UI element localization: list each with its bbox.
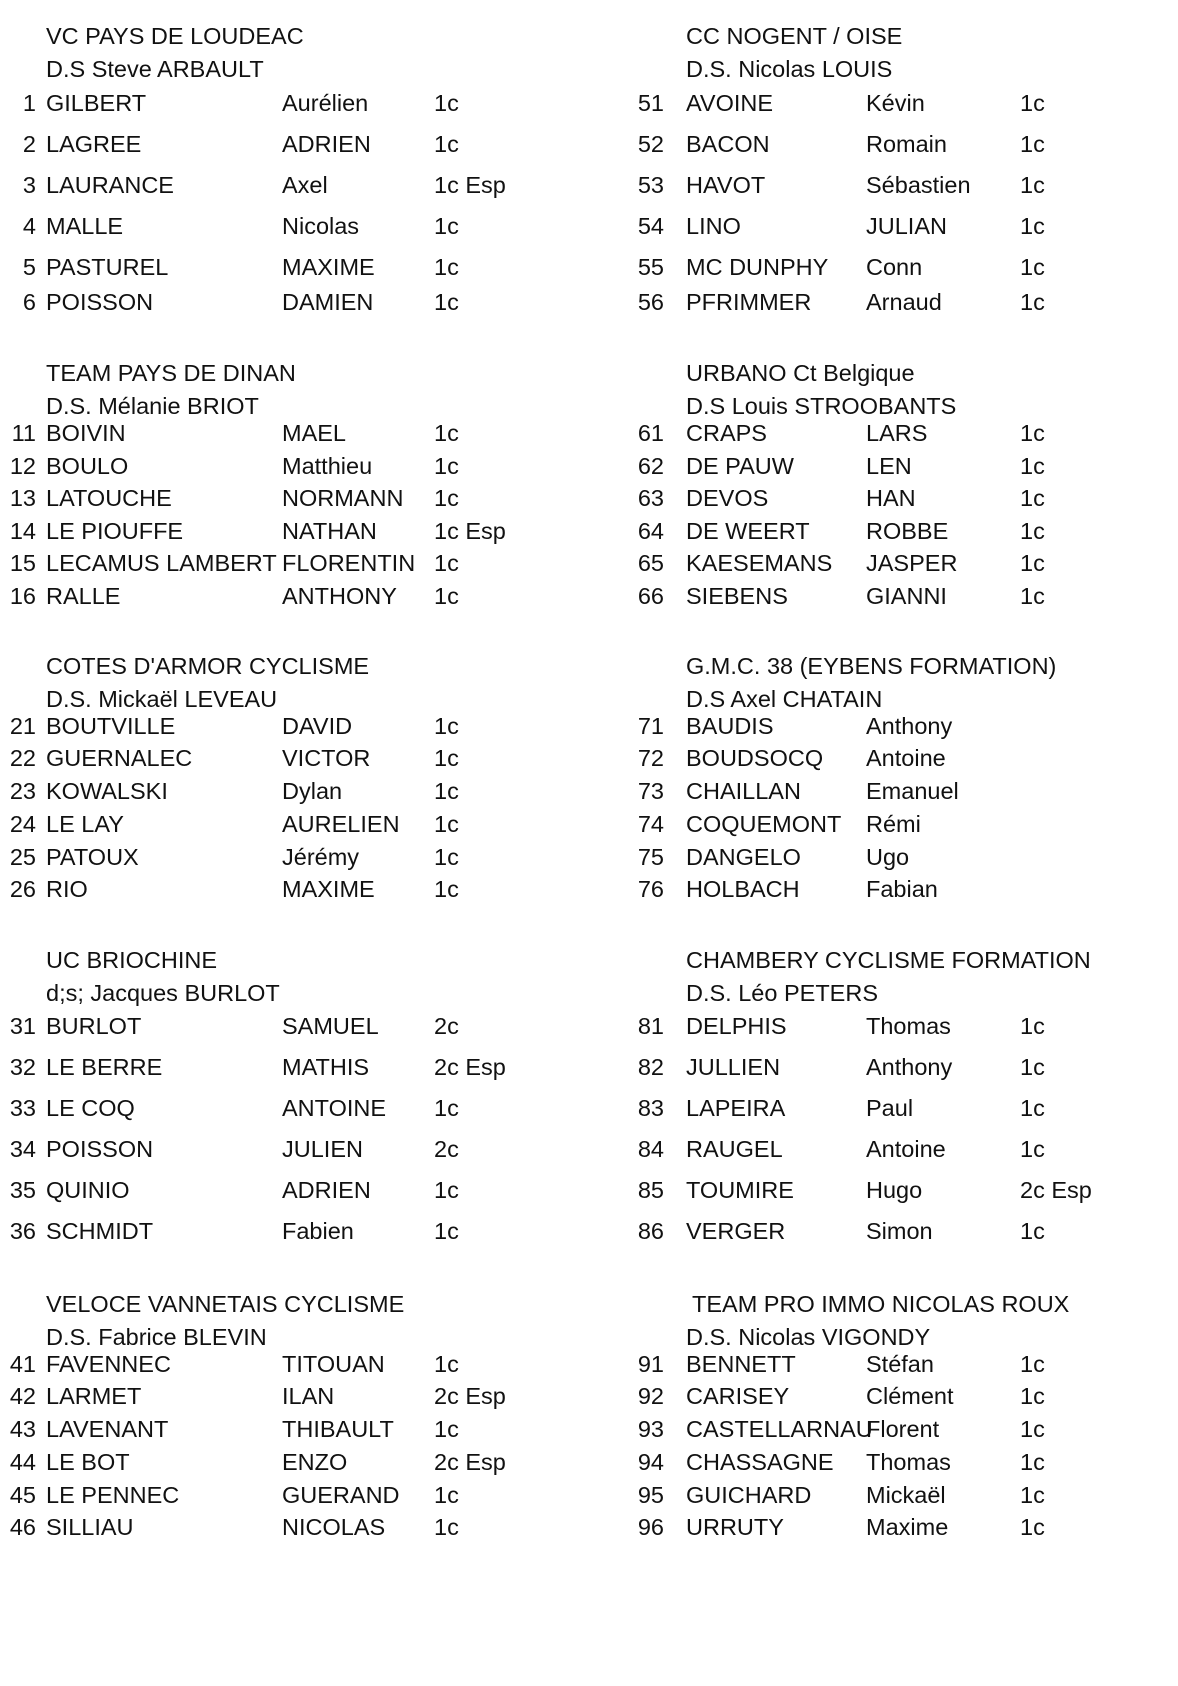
bib-number: 75	[637, 844, 664, 870]
rider-first-name: MAEL	[282, 420, 346, 446]
team-name: UC BRIOCHINE	[46, 947, 218, 973]
rider-last-name: LINO	[686, 213, 741, 239]
rider-category: 1c	[1020, 1482, 1045, 1508]
rider-last-name: GUERNALEC	[46, 745, 193, 771]
rider-category: 1c	[434, 844, 459, 870]
rider-category: 1c	[434, 90, 459, 116]
bib-number: 4	[22, 213, 36, 239]
bib-number: 64	[637, 518, 664, 544]
rider-last-name: LAURANCE	[46, 172, 174, 198]
bib-number: 92	[637, 1383, 664, 1409]
rider-last-name: DE PAUW	[686, 453, 794, 479]
sports-director: D.S. Nicolas VIGONDY	[686, 1324, 931, 1350]
sports-director: D.S Louis STROOBANTS	[686, 393, 957, 419]
rider-category: 1c	[1020, 1136, 1045, 1162]
rider-category: 2c Esp	[434, 1054, 506, 1080]
rider-last-name: CARISEY	[686, 1383, 790, 1409]
rider-last-name: BENNETT	[686, 1351, 796, 1377]
rider-category: 1c	[1020, 213, 1045, 239]
rider-last-name: POISSON	[46, 1136, 154, 1162]
rider-category: 1c	[1020, 1013, 1045, 1039]
rider-last-name: LATOUCHE	[46, 485, 172, 511]
bib-number: 31	[9, 1013, 36, 1039]
rider-category: 1c	[1020, 289, 1045, 315]
bib-number: 45	[9, 1482, 36, 1508]
rider-first-name: Hugo	[866, 1177, 923, 1203]
rider-first-name: Romain	[866, 131, 947, 157]
rider-first-name: Antoine	[866, 1136, 946, 1162]
bib-number: 33	[9, 1095, 36, 1121]
bib-number: 91	[637, 1351, 664, 1377]
bib-number: 71	[637, 713, 664, 739]
rider-first-name: JULIAN	[866, 213, 947, 239]
rider-first-name: Ugo	[866, 844, 910, 870]
rider-last-name: RAUGEL	[686, 1136, 783, 1162]
team-name: COTES D'ARMOR CYCLISME	[46, 653, 370, 679]
rider-last-name: SCHMIDT	[46, 1218, 154, 1244]
rider-category: 2c	[434, 1136, 459, 1162]
rider-last-name: BURLOT	[46, 1013, 142, 1039]
team-name: G.M.C. 38 (EYBENS FORMATION)	[686, 653, 1057, 679]
bib-number: 46	[9, 1514, 36, 1540]
rider-last-name: KOWALSKI	[46, 778, 168, 804]
rider-category: 1c	[434, 1416, 459, 1442]
rider-category: 1c	[434, 1482, 459, 1508]
bib-number: 5	[22, 254, 36, 280]
rider-last-name: HAVOT	[686, 172, 766, 198]
rider-last-name: MC DUNPHY	[686, 254, 829, 280]
bib-number: 93	[637, 1416, 664, 1442]
rider-first-name: NATHAN	[282, 518, 377, 544]
sports-director: D.S Axel CHATAIN	[686, 686, 883, 712]
bib-number: 32	[9, 1054, 36, 1080]
bib-number: 72	[637, 745, 664, 771]
bib-number: 42	[9, 1383, 36, 1409]
rider-last-name: FAVENNEC	[46, 1351, 171, 1377]
bib-number: 83	[637, 1095, 664, 1121]
rider-first-name: DAVID	[282, 713, 353, 739]
rider-last-name: CASTELLARNAU	[686, 1416, 873, 1442]
rider-category: 2c Esp	[1020, 1177, 1092, 1203]
bib-number: 63	[637, 485, 664, 511]
rider-category: 2c	[434, 1013, 459, 1039]
rider-first-name: Anthony	[866, 713, 953, 739]
bib-number: 1	[22, 90, 36, 116]
rider-category: 1c	[434, 1514, 459, 1540]
rider-category: 1c	[434, 485, 459, 511]
rider-category: 1c	[434, 254, 459, 280]
rider-last-name: LAVENANT	[46, 1416, 169, 1442]
rider-last-name: DELPHIS	[686, 1013, 787, 1039]
rider-category: 1c	[434, 745, 459, 771]
team-name: CHAMBERY CYCLISME FORMATION	[686, 947, 1091, 973]
rider-category: 1c	[434, 550, 459, 576]
rider-last-name: LECAMUS LAMBERT	[46, 550, 277, 576]
bib-number: 95	[637, 1482, 664, 1508]
rider-first-name: Emanuel	[866, 778, 959, 804]
rider-first-name: MATHIS	[282, 1054, 370, 1080]
rider-first-name: Kévin	[866, 90, 925, 116]
rider-last-name: AVOINE	[686, 90, 774, 116]
rider-category: 1c	[1020, 550, 1045, 576]
bib-number: 73	[637, 778, 664, 804]
rider-first-name: DAMIEN	[282, 289, 374, 315]
sports-director: D.S. Mickaël LEVEAU	[46, 686, 278, 712]
bib-number: 56	[637, 289, 664, 315]
rider-first-name: NICOLAS	[282, 1514, 386, 1540]
rider-category: 1c	[1020, 1514, 1045, 1540]
bib-number: 94	[637, 1449, 664, 1475]
bib-number: 53	[637, 172, 664, 198]
bib-number: 13	[9, 485, 36, 511]
bib-number: 62	[637, 453, 664, 479]
rider-first-name: JASPER	[866, 550, 958, 576]
bib-number: 84	[637, 1136, 664, 1162]
rider-first-name: JULIEN	[282, 1136, 363, 1162]
rider-last-name: BAUDIS	[686, 713, 774, 739]
rider-last-name: LAGREE	[46, 131, 142, 157]
rider-first-name: VICTOR	[282, 745, 371, 771]
rider-last-name: HOLBACH	[686, 876, 800, 902]
rider-first-name: SAMUEL	[282, 1013, 379, 1039]
rider-last-name: MALLE	[46, 213, 124, 239]
bib-number: 25	[9, 844, 36, 870]
bib-number: 6	[22, 289, 36, 315]
rider-first-name: Nicolas	[282, 213, 360, 239]
rider-last-name: BOULO	[46, 453, 129, 479]
rider-last-name: LE LAY	[46, 811, 124, 837]
rider-category: 1c	[434, 420, 459, 446]
rider-first-name: ANTOINE	[282, 1095, 387, 1121]
rider-category: 1c	[434, 1177, 459, 1203]
rider-first-name: ADRIEN	[282, 131, 371, 157]
rider-first-name: Axel	[282, 172, 328, 198]
bib-number: 35	[9, 1177, 36, 1203]
rider-last-name: POISSON	[46, 289, 154, 315]
rider-last-name: LE COQ	[46, 1095, 135, 1121]
rider-last-name: RALLE	[46, 583, 121, 609]
rider-category: 1c	[1020, 420, 1045, 446]
rider-category: 1c Esp	[434, 518, 506, 544]
bib-number: 44	[9, 1449, 36, 1475]
sports-director: D.S. Nicolas LOUIS	[686, 56, 893, 82]
rider-first-name: ANTHONY	[282, 583, 397, 609]
rider-category: 1c	[1020, 1095, 1045, 1121]
rider-category: 1c	[434, 778, 459, 804]
rider-category: 1c	[434, 876, 459, 902]
rider-first-name: Sébastien	[866, 172, 971, 198]
rider-first-name: TITOUAN	[282, 1351, 385, 1377]
rider-first-name: Stéfan	[866, 1351, 934, 1377]
bib-number: 55	[637, 254, 664, 280]
rider-first-name: ILAN	[282, 1383, 335, 1409]
sports-director: d;s; Jacques BURLOT	[46, 980, 280, 1006]
bib-number: 12	[9, 453, 36, 479]
rider-last-name: LAPEIRA	[686, 1095, 786, 1121]
rider-first-name: ADRIEN	[282, 1177, 371, 1203]
rider-last-name: RIO	[46, 876, 88, 902]
sports-director: D.S. Léo PETERS	[686, 980, 878, 1006]
rider-category: 1c	[434, 1095, 459, 1121]
rider-category: 1c	[1020, 172, 1045, 198]
rider-first-name: Aurélien	[282, 90, 369, 116]
rider-last-name: PATOUX	[46, 844, 139, 870]
rider-last-name: PASTUREL	[46, 254, 169, 280]
rider-first-name: Simon	[866, 1218, 933, 1244]
team-name: URBANO Ct Belgique	[686, 360, 915, 386]
team-name: CC NOGENT / OISE	[686, 23, 903, 49]
rider-last-name: COQUEMONT	[686, 811, 842, 837]
bib-number: 85	[637, 1177, 664, 1203]
rider-first-name: Mickaël	[866, 1482, 946, 1508]
sports-director: D.S Steve ARBAULT	[46, 56, 264, 82]
rider-first-name: Fabien	[282, 1218, 354, 1244]
rider-first-name: Arnaud	[866, 289, 942, 315]
rider-last-name: GILBERT	[46, 90, 147, 116]
rider-first-name: Matthieu	[282, 453, 373, 479]
team-name: VC PAYS DE LOUDEAC	[46, 23, 304, 49]
rider-category: 1c	[1020, 254, 1045, 280]
bib-number: 52	[637, 131, 664, 157]
rider-first-name: FLORENTIN	[282, 550, 416, 576]
bib-number: 61	[637, 420, 664, 446]
rider-last-name: QUINIO	[46, 1177, 130, 1203]
rider-first-name: ENZO	[282, 1449, 348, 1475]
bib-number: 82	[637, 1054, 664, 1080]
rider-last-name: DANGELO	[686, 844, 801, 870]
rider-first-name: LARS	[866, 420, 928, 446]
rider-category: 1c	[1020, 131, 1045, 157]
rider-category: 1c	[434, 131, 459, 157]
rider-last-name: BOIVIN	[46, 420, 126, 446]
rider-first-name: MAXIME	[282, 254, 375, 280]
bib-number: 36	[9, 1218, 36, 1244]
bib-number: 86	[637, 1218, 664, 1244]
rider-last-name: URRUTY	[686, 1514, 784, 1540]
rider-category: 1c	[1020, 1449, 1045, 1475]
bib-number: 74	[637, 811, 664, 837]
bib-number: 96	[637, 1514, 664, 1540]
rider-first-name: Antoine	[866, 745, 946, 771]
team-name: VELOCE VANNETAIS CYCLISME	[46, 1291, 405, 1317]
rider-last-name: TOUMIRE	[686, 1177, 794, 1203]
rider-last-name: CRAPS	[686, 420, 767, 446]
bib-number: 81	[637, 1013, 664, 1039]
rider-last-name: CHASSAGNE	[686, 1449, 834, 1475]
rider-category: 1c	[1020, 583, 1045, 609]
bib-number: 11	[11, 420, 36, 446]
rider-category: 2c Esp	[434, 1449, 506, 1475]
rider-category: 1c	[434, 811, 459, 837]
bib-number: 51	[637, 90, 664, 116]
rider-last-name: SIEBENS	[686, 583, 788, 609]
rider-last-name: DEVOS	[686, 485, 769, 511]
rider-category: 1c	[434, 1351, 459, 1377]
rider-category: 1c	[434, 213, 459, 239]
rider-first-name: Clément	[866, 1383, 954, 1409]
rider-last-name: LE PIOUFFE	[46, 518, 184, 544]
rider-last-name: LARMET	[46, 1383, 142, 1409]
sports-director: D.S. Mélanie BRIOT	[46, 393, 259, 419]
bib-number: 24	[9, 811, 36, 837]
rider-first-name: Maxime	[866, 1514, 949, 1540]
rider-first-name: AURELIEN	[282, 811, 400, 837]
rider-last-name: CHAILLAN	[686, 778, 801, 804]
rider-last-name: BACON	[686, 131, 770, 157]
rider-category: 1c Esp	[434, 172, 506, 198]
rider-category: 1c	[434, 1218, 459, 1244]
rider-last-name: DE WEERT	[686, 518, 810, 544]
bib-number: 21	[9, 713, 36, 739]
rider-category: 1c	[1020, 1218, 1045, 1244]
rider-last-name: VERGER	[686, 1218, 786, 1244]
team-name: TEAM PRO IMMO NICOLAS ROUX	[692, 1291, 1070, 1317]
rider-last-name: BOUTVILLE	[46, 713, 176, 739]
rider-category: 1c	[434, 289, 459, 315]
rider-first-name: GUERAND	[282, 1482, 400, 1508]
rider-first-name: Dylan	[282, 778, 343, 804]
rider-category: 1c	[434, 453, 459, 479]
bib-number: 65	[637, 550, 664, 576]
rider-first-name: Florent	[866, 1416, 940, 1442]
bib-number: 43	[9, 1416, 36, 1442]
bib-number: 15	[9, 550, 36, 576]
rider-first-name: Paul	[866, 1095, 914, 1121]
rider-category: 2c Esp	[434, 1383, 506, 1409]
rider-category: 1c	[1020, 518, 1045, 544]
bib-number: 3	[22, 172, 36, 198]
rider-last-name: PFRIMMER	[686, 289, 812, 315]
rider-first-name: GIANNI	[866, 583, 947, 609]
rider-category: 1c	[1020, 1351, 1045, 1377]
rider-last-name: JULLIEN	[686, 1054, 781, 1080]
rider-category: 1c	[1020, 1054, 1045, 1080]
bib-number: 16	[9, 583, 36, 609]
rider-category: 1c	[1020, 453, 1045, 479]
rider-first-name: NORMANN	[282, 485, 404, 511]
rider-last-name: LE BERRE	[46, 1054, 163, 1080]
rider-first-name: Thomas	[866, 1013, 951, 1039]
bib-number: 22	[9, 745, 36, 771]
rider-first-name: Rémi	[866, 811, 921, 837]
rider-first-name: HAN	[866, 485, 916, 511]
bib-number: 34	[9, 1136, 36, 1162]
rider-first-name: MAXIME	[282, 876, 375, 902]
rider-first-name: THIBAULT	[282, 1416, 394, 1442]
rider-first-name: Jérémy	[282, 844, 360, 870]
rider-first-name: Fabian	[866, 876, 938, 902]
rider-first-name: LEN	[866, 453, 912, 479]
rider-category: 1c	[1020, 1383, 1045, 1409]
bib-number: 26	[9, 876, 36, 902]
rider-first-name: Anthony	[866, 1054, 953, 1080]
rider-first-name: Thomas	[866, 1449, 951, 1475]
bib-number: 54	[637, 213, 664, 239]
rider-category: 1c	[1020, 1416, 1045, 1442]
bib-number: 23	[9, 778, 36, 804]
rider-last-name: SILLIAU	[46, 1514, 134, 1540]
rider-category: 1c	[1020, 485, 1045, 511]
sports-director: D.S. Fabrice BLEVIN	[46, 1324, 267, 1350]
bib-number: 2	[22, 131, 36, 157]
team-name: TEAM PAYS DE DINAN	[46, 360, 296, 386]
rider-first-name: Conn	[866, 254, 923, 280]
rider-last-name: LE BOT	[46, 1449, 130, 1475]
rider-last-name: LE PENNEC	[46, 1482, 180, 1508]
bib-number: 41	[9, 1351, 36, 1377]
bib-number: 14	[9, 518, 36, 544]
rider-category: 1c	[434, 583, 459, 609]
rider-last-name: KAESEMANS	[686, 550, 833, 576]
rider-first-name: ROBBE	[866, 518, 949, 544]
bib-number: 76	[637, 876, 664, 902]
bib-number: 66	[637, 583, 664, 609]
rider-category: 1c	[434, 713, 459, 739]
rider-last-name: BOUDSOCQ	[686, 745, 824, 771]
rider-category: 1c	[1020, 90, 1045, 116]
rider-last-name: GUICHARD	[686, 1482, 812, 1508]
